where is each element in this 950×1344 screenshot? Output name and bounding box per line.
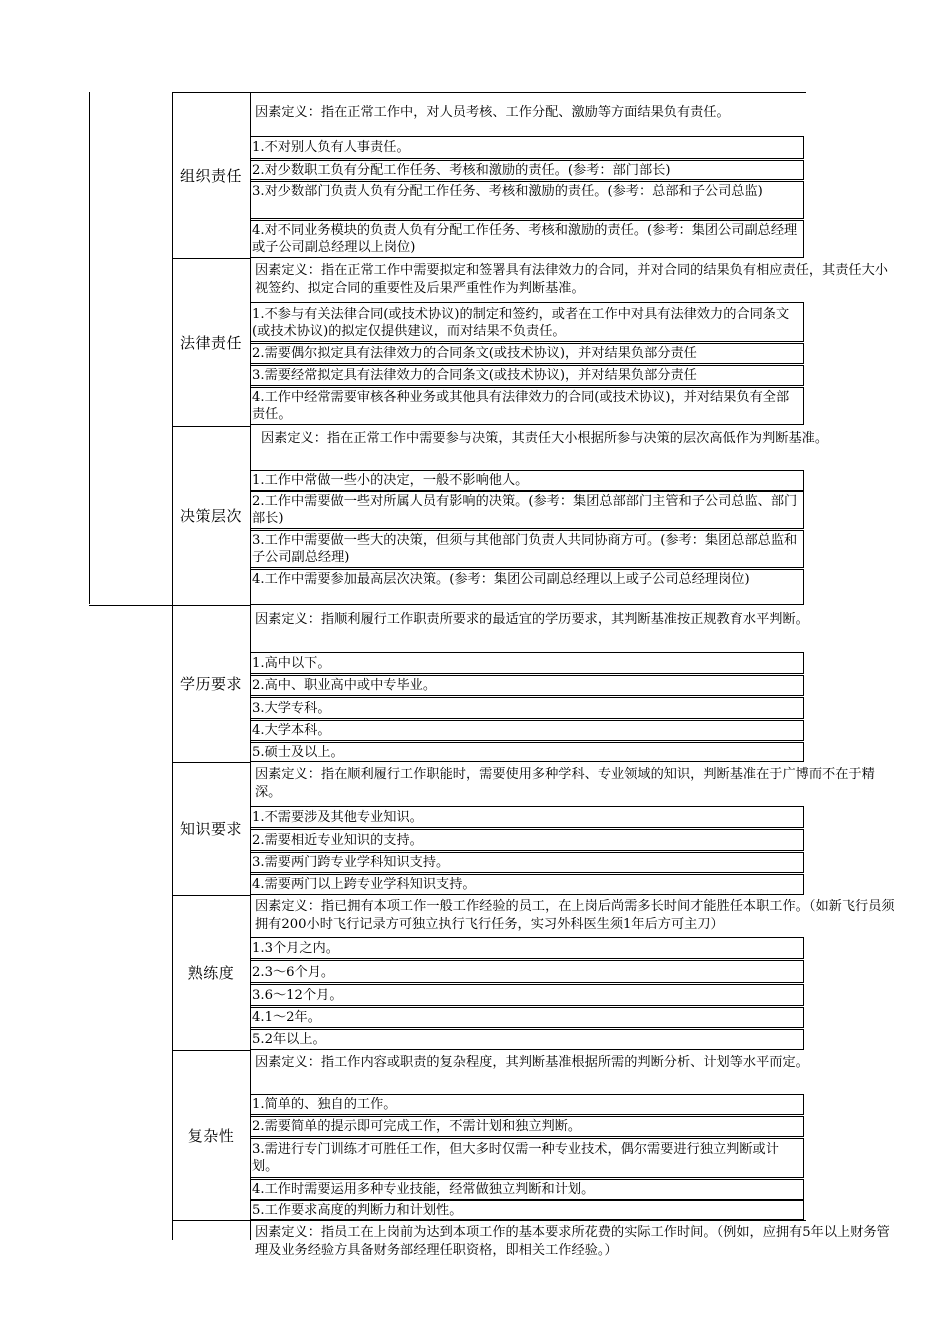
level-item: 2.高中、职业高中或中专毕业。 [252,678,437,693]
level-item: 4.工作时需要运用多种专业技能，经常做独立判断和计划。 [252,1182,595,1197]
level-item: 1.高中以下。 [252,656,331,671]
level-item: 1.不参与有关法律合同(或技术协议)的制定和签约，或者在工作中对具有法律效力的合同条文(或技术协议)的拟定仅提供建议，而对结果不负责任。 [252,307,790,339]
level-item: 1.不需要涉及其他专业知识。 [252,810,423,825]
level-item: 4.对不同业务模块的负责人负有分配工作任务、考核和激励的责任。(参考：集团公司副总经理或子公司副总经理以上岗位) [252,223,798,255]
factor-definition: 因素定义：指在顺利履行工作职能时，需要使用多种学科、专业领域的知识，判断基准在于广博而不在于精深。 [255,767,875,800]
factor-definition: 因素定义：指已拥有本项工作一般工作经验的员工，在上岗后尚需多长时间才能胜任本职工作。（如新飞行员须拥有200小时飞行记录方可独立执行飞行任务，实习外科医生须1年后方可主刀） [255,899,895,932]
level-item: 3.需进行专门训练才可胜任工作，但大多时仅需一种专业技术，偶尔需要进行独立判断或计划。 [252,1142,779,1174]
level-item: 3.6～12个月。 [252,988,343,1003]
level-item: 1.3个月之内。 [252,941,339,956]
level-box [250,1007,804,1028]
factor-divider [172,1220,251,1221]
level-item: 2.需要偶尔拟定具有法律效力的合同条文(或技术协议)，并对结果负部分责任 [252,346,697,361]
level-item: 2.需要简单的提示即可完成工作，不需计划和独立判断。 [252,1119,582,1134]
factor-label: 学历要求 [179,675,242,693]
factor-definition: 因素定义：指在正常工作中需要参与决策，其责任大小根据所参与决策的层次高低作为判断基准。 [261,431,829,446]
level-item: 5.工作要求高度的判断力和计划性。 [252,1203,463,1218]
group-divider [89,605,173,606]
factor-definition: 因素定义：指员工在上岗前为达到本项工作的基本要求所花费的实际工作时间。（例如，应拥有5年以上财务管理及业务经验方具备财务部经理任职资格，即相关工作经验。） [255,1225,890,1258]
level-box [250,697,804,719]
level-item: 1.不对别人负有人事责任。 [252,140,410,155]
level-item: 4.大学本科。 [252,723,331,738]
level-item: 4.需要两门以上跨专业学科知识支持。 [252,877,476,892]
level-item: 4.工作中需要参加最高层次决策。(参考：集团公司副总经理以上或子公司总经理岗位) [252,572,750,587]
level-item: 2.需要相近专业知识的支持。 [252,833,423,848]
level-item: 2.3～6个月。 [252,965,335,980]
level-item: 5.硕士及以上。 [252,745,344,760]
factor-label: 知识要求 [179,820,242,838]
factor-label: 复杂性 [187,1126,235,1145]
factor-definition: 因素定义：指工作内容或职责的复杂程度，其判断基准根据所需的判断分析、计划等水平而定。 [255,1055,809,1070]
level-item: 3.需要两门跨专业学科知识支持。 [252,855,450,870]
factor-definition: 因素定义：指顺利履行工作职责所要求的最适宜的学历要求，其判断基准按正规教育水平判断。 [255,612,809,627]
factor-definition: 因素定义：指在正常工作中需要拟定和签署具有法律效力的合同，并对合同的结果负有相应责任，其责任大小视签约、拟定合同的重要性及后果严重性作为判断基准。 [255,263,888,296]
level-item: 4.工作中经常需要审核各种业务或其他具有法律效力的合同(或技术协议)，并对结果负有全部责任。 [252,390,790,422]
level-item: 3.大学专科。 [252,701,331,716]
factor-label: 决策层次 [179,507,242,525]
factor-definition: 因素定义：指在正常工作中，对人员考核、工作分配、激励等方面结果负有责任。 [255,105,730,120]
factor-label: 组织责任 [179,166,242,185]
level-item: 4.1～2年。 [252,1010,321,1025]
level-item: 1.工作中常做一些小的决定，一般不影响他人。 [252,473,529,488]
level-box [250,652,804,674]
level-item: 2.工作中需要做一些对所属人员有影响的决策。(参考：集团总部部门主管和子公司总监、部门部长) [252,494,798,526]
table-left-border [89,92,90,604]
definition-top-border [250,1220,806,1221]
level-box [250,720,804,741]
factor-label: 熟练度 [187,964,235,982]
level-item: 5.2年以上。 [252,1032,326,1047]
level-item: 2.对少数职工负有分配工作任务、考核和激励的责任。(参考：部门部长) [252,163,671,178]
factor-label: 法律责任 [179,333,242,352]
level-box [250,1029,804,1050]
level-item: 3.对少数部门负责人负有分配工作任务、考核和激励的责任。(参考：总部和子公司总监) [252,184,763,199]
level-item: 3.需要经常拟定具有法律效力的合同条文(或技术协议)，并对结果负部分责任 [252,368,697,383]
level-item: 3.工作中需要做一些大的决策，但须与其他部门负责人共同协商方可。(参考：集团总部总监和子公司副总经理) [252,533,798,565]
level-item: 1.简单的、独自的工作。 [252,1097,397,1112]
definition-top-border [250,92,806,93]
